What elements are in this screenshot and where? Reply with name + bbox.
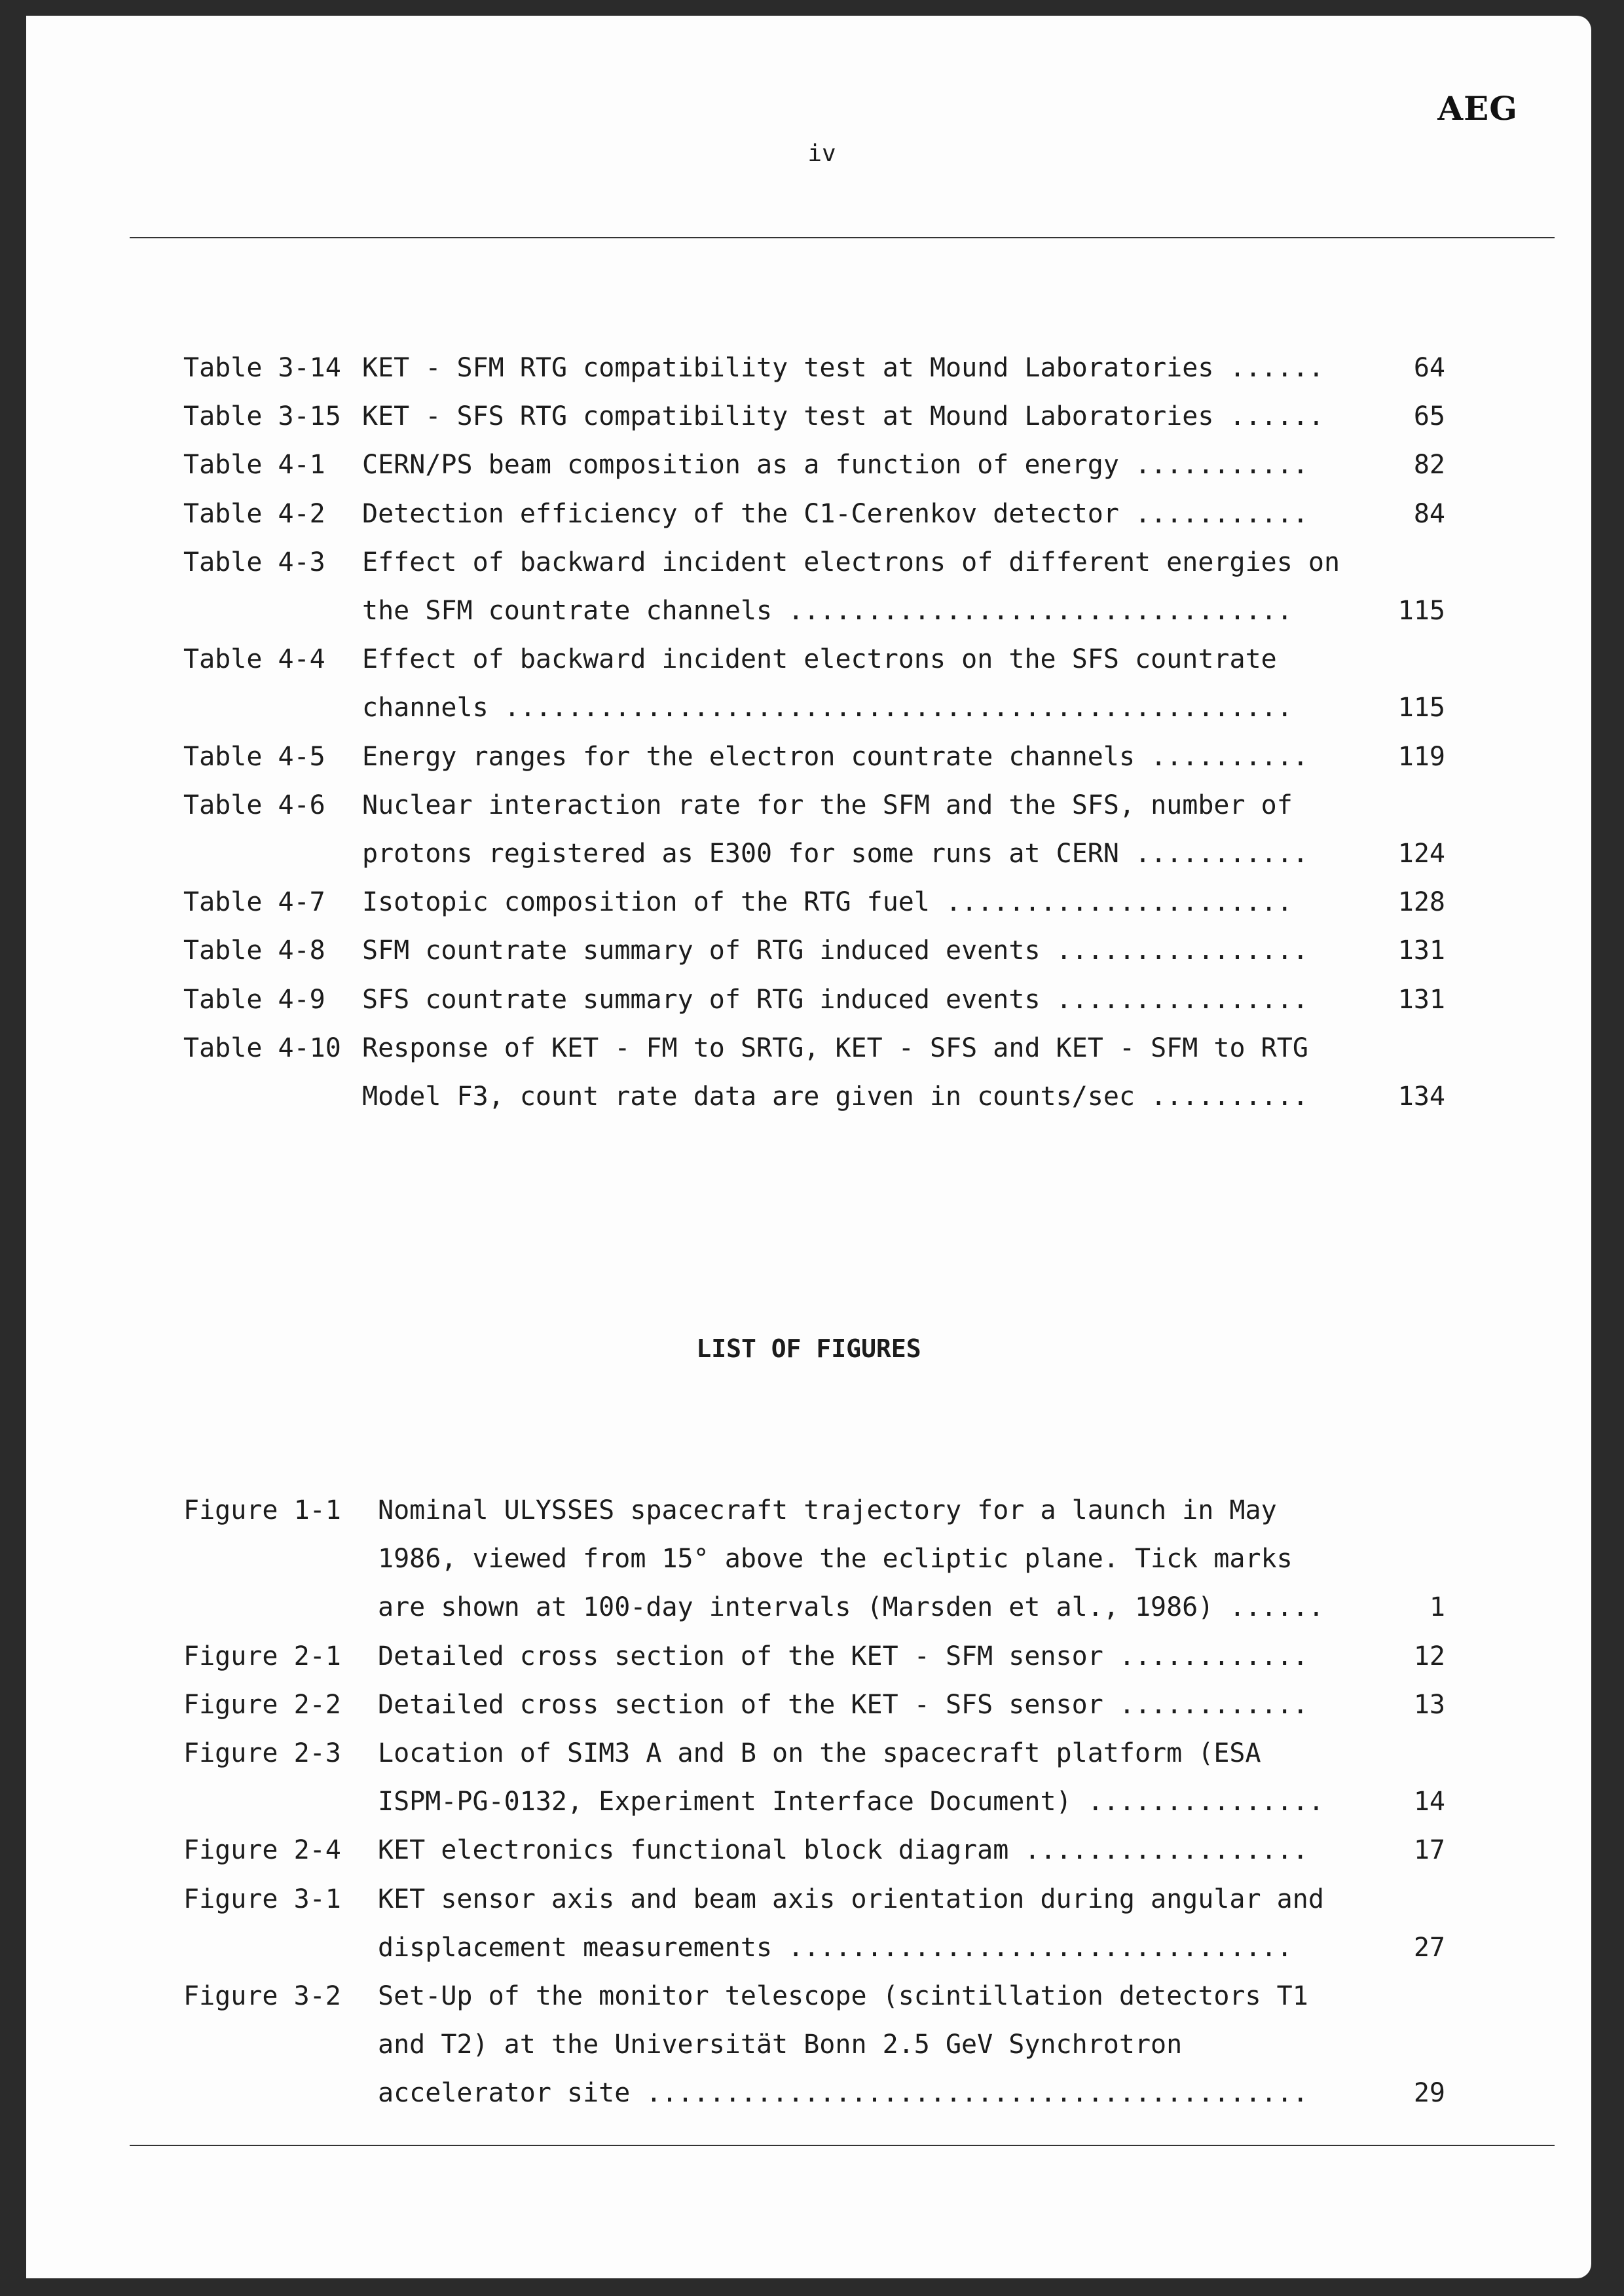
table-title-line: KET - SFM RTG compatibility test at Mound Laboratories ......	[362, 353, 1325, 383]
figure-page-number: 12	[1413, 1641, 1445, 1671]
figure-page-number: 1	[1429, 1592, 1445, 1623]
table-page-number: 64	[1413, 353, 1445, 383]
table-page-number: 124	[1397, 839, 1445, 869]
table-label: Table 4-6	[183, 790, 325, 820]
table-title-line: Isotopic composition of the RTG fuel ......................	[362, 887, 1293, 918]
table-page-number: 119	[1397, 741, 1445, 772]
table-title-line: channels ..................................................	[362, 693, 1293, 723]
table-label: Table 4-8	[183, 936, 325, 966]
table-title-line: Model F3, count rate data are given in counts/sec ..........	[362, 1082, 1308, 1112]
table-page-number: 131	[1397, 984, 1445, 1015]
table-title-line: Response of KET - FM to SRTG, KET - SFS and KET - SFM to RTG	[362, 1032, 1308, 1063]
table-title-line: Detection efficiency of the C1-Cerenkov detector ...........	[362, 498, 1308, 529]
figure-label: Figure 2-1	[183, 1641, 341, 1671]
table-label: Table 3-15	[183, 401, 341, 432]
table-title-line: Effect of backward incident electrons on the SFS countrate	[362, 644, 1277, 675]
table-label: Table 4-4	[183, 644, 325, 675]
table-label: Table 4-7	[183, 887, 325, 918]
page-number: iv	[807, 140, 836, 167]
table-label: Table 4-10	[183, 1032, 341, 1063]
figure-label: Figure 2-3	[183, 1738, 341, 1768]
figure-title-line: accelerator site ..........................................	[378, 2078, 1308, 2109]
figure-title-line: KET sensor axis and beam axis orientation during angular and	[378, 1884, 1324, 1914]
figure-title-line: Nominal ULYSSES spacecraft trajectory for a launch in May	[378, 1495, 1277, 1525]
figure-title-line: KET electronics functional block diagram ..................	[378, 1835, 1308, 1866]
figure-title-line: displacement measurements ................................	[378, 1932, 1293, 1963]
figure-title-line: Detailed cross section of the KET - SFS sensor ............	[378, 1689, 1308, 1720]
table-title-line: SFS countrate summary of RTG induced events ................	[362, 984, 1308, 1015]
table-page-number: 65	[1413, 401, 1445, 432]
figure-title-line: and T2) at the Universität Bonn 2.5 GeV Synchrotron	[378, 2030, 1183, 2060]
figure-page-number: 27	[1413, 1932, 1445, 1963]
figure-title-line: ISPM-PG-0132, Experiment Interface Document) ...............	[378, 1787, 1324, 1817]
table-page-number: 115	[1397, 693, 1445, 723]
figure-page-number: 17	[1413, 1835, 1445, 1866]
list-of-figures-heading: LIST OF FIGURES	[696, 1334, 921, 1363]
aeg-logo: AEG	[1437, 89, 1518, 128]
table-title-line: Effect of backward incident electrons of different energies on	[362, 547, 1340, 577]
table-page-number: 115	[1397, 596, 1445, 626]
figure-title-line: Location of SIM3 A and B on the spacecraft platform (ESA	[378, 1738, 1261, 1768]
figure-page-number: 13	[1413, 1689, 1445, 1720]
table-label: Table 4-5	[183, 741, 325, 772]
table-label: Table 4-1	[183, 450, 325, 481]
table-title-line: protons registered as E300 for some runs at CERN ...........	[362, 839, 1308, 869]
contents-list	[26, 16, 1591, 2278]
table-page-number: 128	[1397, 887, 1445, 918]
figure-label: Figure 1-1	[183, 1495, 341, 1525]
figure-title-line: Detailed cross section of the KET - SFM sensor ............	[378, 1641, 1308, 1671]
figure-label: Figure 3-2	[183, 1981, 341, 2011]
figure-label: Figure 2-2	[183, 1689, 341, 1720]
figure-page-number: 14	[1413, 1787, 1445, 1817]
table-label: Table 3-14	[183, 353, 341, 383]
table-label: Table 4-9	[183, 984, 325, 1015]
footer-rule	[130, 2145, 1555, 2146]
table-title-line: KET - SFS RTG compatibility test at Mound Laboratories ......	[362, 401, 1325, 432]
document-page	[26, 16, 1591, 2278]
table-page-number: 82	[1413, 450, 1445, 481]
table-page-number: 84	[1413, 498, 1445, 529]
figure-title-line: are shown at 100-day intervals (Marsden et al., 1986) ......	[378, 1592, 1324, 1623]
table-title-line: the SFM countrate channels ................................	[362, 596, 1293, 626]
table-title-line: Energy ranges for the electron countrate channels ..........	[362, 741, 1308, 772]
figure-label: Figure 2-4	[183, 1835, 341, 1866]
table-title-line: CERN/PS beam composition as a function of energy ...........	[362, 450, 1308, 481]
table-label: Table 4-3	[183, 547, 325, 577]
table-page-number: 131	[1397, 936, 1445, 966]
figure-page-number: 29	[1413, 2078, 1445, 2109]
figure-title-line: 1986, viewed from 15° above the ecliptic plane. Tick marks	[378, 1544, 1293, 1575]
table-page-number: 134	[1397, 1082, 1445, 1112]
figure-title-line: Set-Up of the monitor telescope (scintillation detectors T1	[378, 1981, 1308, 2011]
table-label: Table 4-2	[183, 498, 325, 529]
figure-label: Figure 3-1	[183, 1884, 341, 1914]
table-title-line: SFM countrate summary of RTG induced events ................	[362, 936, 1308, 966]
table-title-line: Nuclear interaction rate for the SFM and the SFS, number of	[362, 790, 1293, 820]
